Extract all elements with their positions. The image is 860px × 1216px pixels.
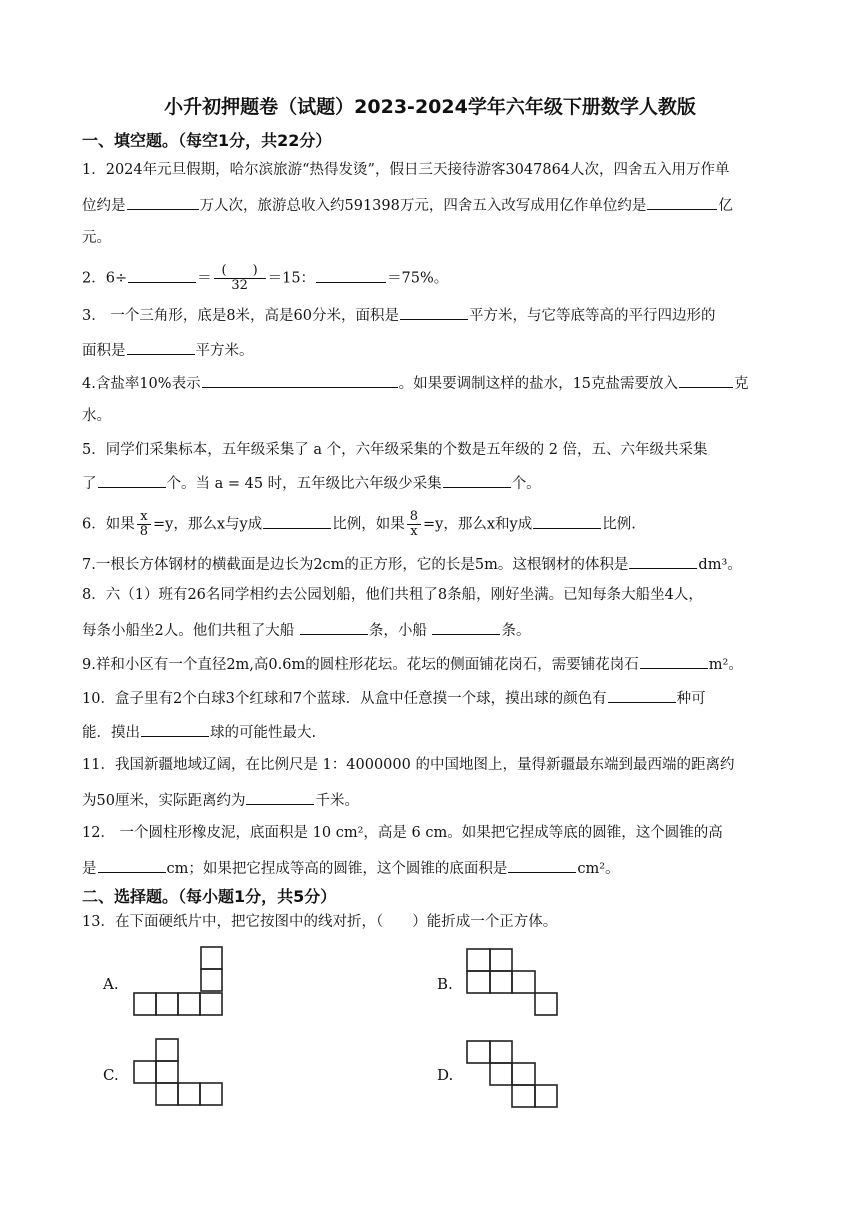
blank[interactable] [202,372,398,388]
blank[interactable] [128,267,196,283]
blank[interactable] [98,857,166,873]
q7-line: 7.一根长方体钢材的横截面是边长为2cm的正方形，它的长是5m。这根钢材的体积是 dm³。 [82,553,742,575]
section-1-heading: 一、填空题。（每空1分，共22分） [82,131,332,150]
q9-line: 9.祥和小区有一个直径2m,高0.6m的圆柱形花坛。花坛的侧面铺花岗石，需要铺花岗石 m²。 [82,653,743,675]
option-d-cube-net[interactable] [465,1039,559,1111]
fraction: $\frac{( )}{32}$ [214,264,266,293]
page-title: 小升初押题卷（试题）2023-2024学年六年级下册数学人教版 [164,96,696,118]
blank[interactable] [640,653,708,669]
option-b-label[interactable]: B. [437,975,453,993]
blank[interactable] [443,472,511,488]
option-c-cube-net[interactable] [132,1037,224,1109]
q11-line2: 为50厘米，实际距离约为 千米。 [82,789,359,811]
q2-line: 2．6÷ ＝ $\frac{( )}{32}$ ＝15： ＝75%。 [82,263,449,293]
q3-line2: 面积是 平方米。 [82,339,254,361]
blank[interactable] [98,472,166,488]
blank[interactable] [608,687,676,703]
section-2-heading: 二、选择题。（每小题1分，共5分） [82,887,337,906]
q5-line1: 5．同学们采集标本，五年级采集了 a 个，六年级采集的个数是五年级的 2 倍，五、六年级共采集 [82,442,708,458]
q8-line2: 每条小船坐2人。他们共租了大船 条，小船 条。 [82,619,530,641]
q10-line1: 10．盒子里有2个白球3个红球和7个蓝球．从盒中任意摸一个球，摸出球的颜色有 种可 [82,687,706,709]
blank[interactable] [127,194,199,210]
blank[interactable] [533,513,601,529]
q5-line2: 了 个。当 a = 45 时，五年级比六年级少采集 个。 [82,472,541,494]
blank[interactable] [400,304,468,320]
option-a-cube-net[interactable] [132,945,224,1017]
fraction: $\frac{x}{8}$ [137,510,151,539]
q4-line1: 4.含盐率10%表示 。如果要调制这样的盐水，15克盐需要放入 克 [82,372,749,394]
blank[interactable] [679,372,733,388]
q8-line1: 8．六（1）班有26名同学相约去公园划船，他们共租了8条船，刚好坐满。已知每条大船坐4人， [82,587,703,603]
blank[interactable] [127,339,195,355]
q11-line1: 11．我国新疆地域辽阔，在比例尺是 1：4000000 的中国地图上，量得新疆最东端到最西端的距离约 [82,757,735,773]
q1-line2: 位约是 万人次，旅游总收入约591398万元，四舍五入改写成用亿作单位约是 亿 [82,194,733,216]
q6-line: 6．如果 $\frac{x}{8}$ =y，那么x与y成 比例，如果 $\frac{8}{x}$ =y，那么x和y成 比例. [82,509,636,539]
blank[interactable] [263,513,331,529]
fraction: $\frac{8}{x}$ [407,510,421,539]
blank[interactable] [141,721,209,737]
option-a-label[interactable]: A. [103,975,119,993]
option-b-cube-net[interactable] [465,947,559,1019]
blank[interactable] [647,194,717,210]
option-d-label[interactable]: D. [437,1066,454,1084]
q12-line1: 12． 一个圆柱形橡皮泥，底面积是 10 cm²，高是 6 cm。如果把它捏成等底的圆锥，这个圆锥的高 [82,825,723,841]
q1-line1: 1．2024年元旦假期，哈尔滨旅游“热得发烫”，假日三天接待游客3047864人次，四舍五入用万作单 [82,162,730,178]
q10-line2: 能．摸出 球的可能性最大. [82,721,316,743]
q3-line1: 3． 一个三角形，底是8米，高是60分米，面积是 平方米，与它等底等高的平行四边形的 [82,304,716,326]
option-c-label[interactable]: C. [103,1066,119,1084]
blank[interactable] [316,267,386,283]
q4-line2: 水。 [82,408,111,424]
q12-line2: 是 cm；如果把它捏成等高的圆锥，这个圆锥的底面积是 cm²。 [82,857,620,879]
blank[interactable] [629,553,697,569]
q13-line: 13．在下面硬纸片中，把它按图中的线对折，（ ）能折成一个正方体。 [82,914,558,930]
blank[interactable] [508,857,576,873]
blank[interactable] [432,619,500,635]
blank[interactable] [300,619,368,635]
q1-line3: 元。 [82,230,111,246]
blank[interactable] [246,789,314,805]
